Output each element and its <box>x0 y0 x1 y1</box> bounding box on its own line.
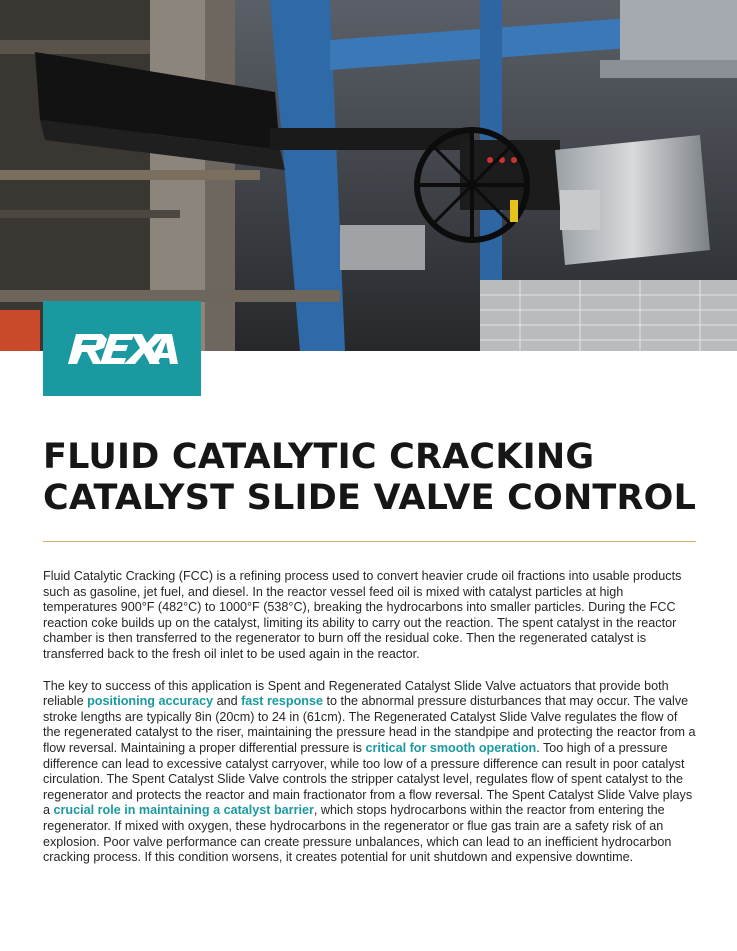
highlight-critical-smooth-operation: critical for smooth operation <box>365 740 537 755</box>
highlight-positioning-accuracy: positioning accuracy <box>87 694 214 709</box>
rexa-logo-box <box>43 301 201 396</box>
article-body <box>43 569 698 882</box>
p2-text-3: to the abnormal pressure disturbances that may occur. The valve stroke lengths are typically 8in (20cm) to 24 in (61cm). The Regenerated Catalyst Slide Valve regulates the flow of the regenerated catalyst to the riser, maintaining the pressure head in the standpipe and protecting the reactor from a flow reversal. Maintaining a proper differential pressure is <box>43 694 696 755</box>
highlight-crucial-role: crucial role in maintaining a catalyst barrier <box>53 803 314 818</box>
p2-text-2: and <box>213 694 242 709</box>
paragraph-intro: Fluid Catalytic Cracking (FCC) is a refining process used to convert heavier crude oil fractions into usable products such as gasoline, jet fuel, and diesel. In the reactor vessel feed oil is mixed with catalyst particles at high temperatures 900°F (482°C) to 1000°F (538°C), breaking the hydrocarbons into smaller particles. During the FCC reaction coke builds up on the catalyst, limiting its ability to carry out the reaction. The spent catalyst in the reactor chamber is then transferred to the regenerator to burn off the residual coke. Then the regenerated catalyst is transferred back to the fresh oil inlet to be used again in the reactor. <box>43 569 682 661</box>
title-line-1: FLUID CATALYTIC CRACKING <box>43 437 595 477</box>
hero-photo <box>0 0 737 351</box>
page-title <box>43 437 703 519</box>
highlight-fast-response: fast response <box>241 694 323 709</box>
industrial-valve-actuator-photo-icon <box>0 0 737 351</box>
logo-text: REXA <box>66 331 69 333</box>
p2-text-4: . Too high of a pressure difference can lead to excessive catalyst carryover, while too low of a pressure difference can result in poor catalyst circulation. The Spent Catalyst Slide Valve controls the stripper catalyst level, regulates flow of spent catalyst to the regenerator and protects the reactor and main fractionator from a flow reversal. The Spent Catalyst Slide Valve plays a <box>43 740 693 818</box>
p2-text-1: The key to success of this application is Spent and Regenerated Catalyst Slide Valve actuators that provide both reliable <box>43 678 669 709</box>
title-line-2: CATALYST SLIDE VALVE CONTROL <box>43 478 697 518</box>
rexa-logo-icon <box>66 332 178 366</box>
p2-text-5: , which stops hydrocarbons within the reactor from entering the regenerator. If mixed with oxygen, these hydrocarbons in the regenerator or flue gas train are a safety risk of an explosion. Poor valve performance can create pressure unbalances, which can lead to an inefficient hydrocarbon cracking process. If this condition worsens, it creates potential for unit shutdown and expensive downtime. <box>43 803 672 865</box>
title-divider <box>43 541 696 542</box>
paragraph-key-success <box>43 679 698 866</box>
